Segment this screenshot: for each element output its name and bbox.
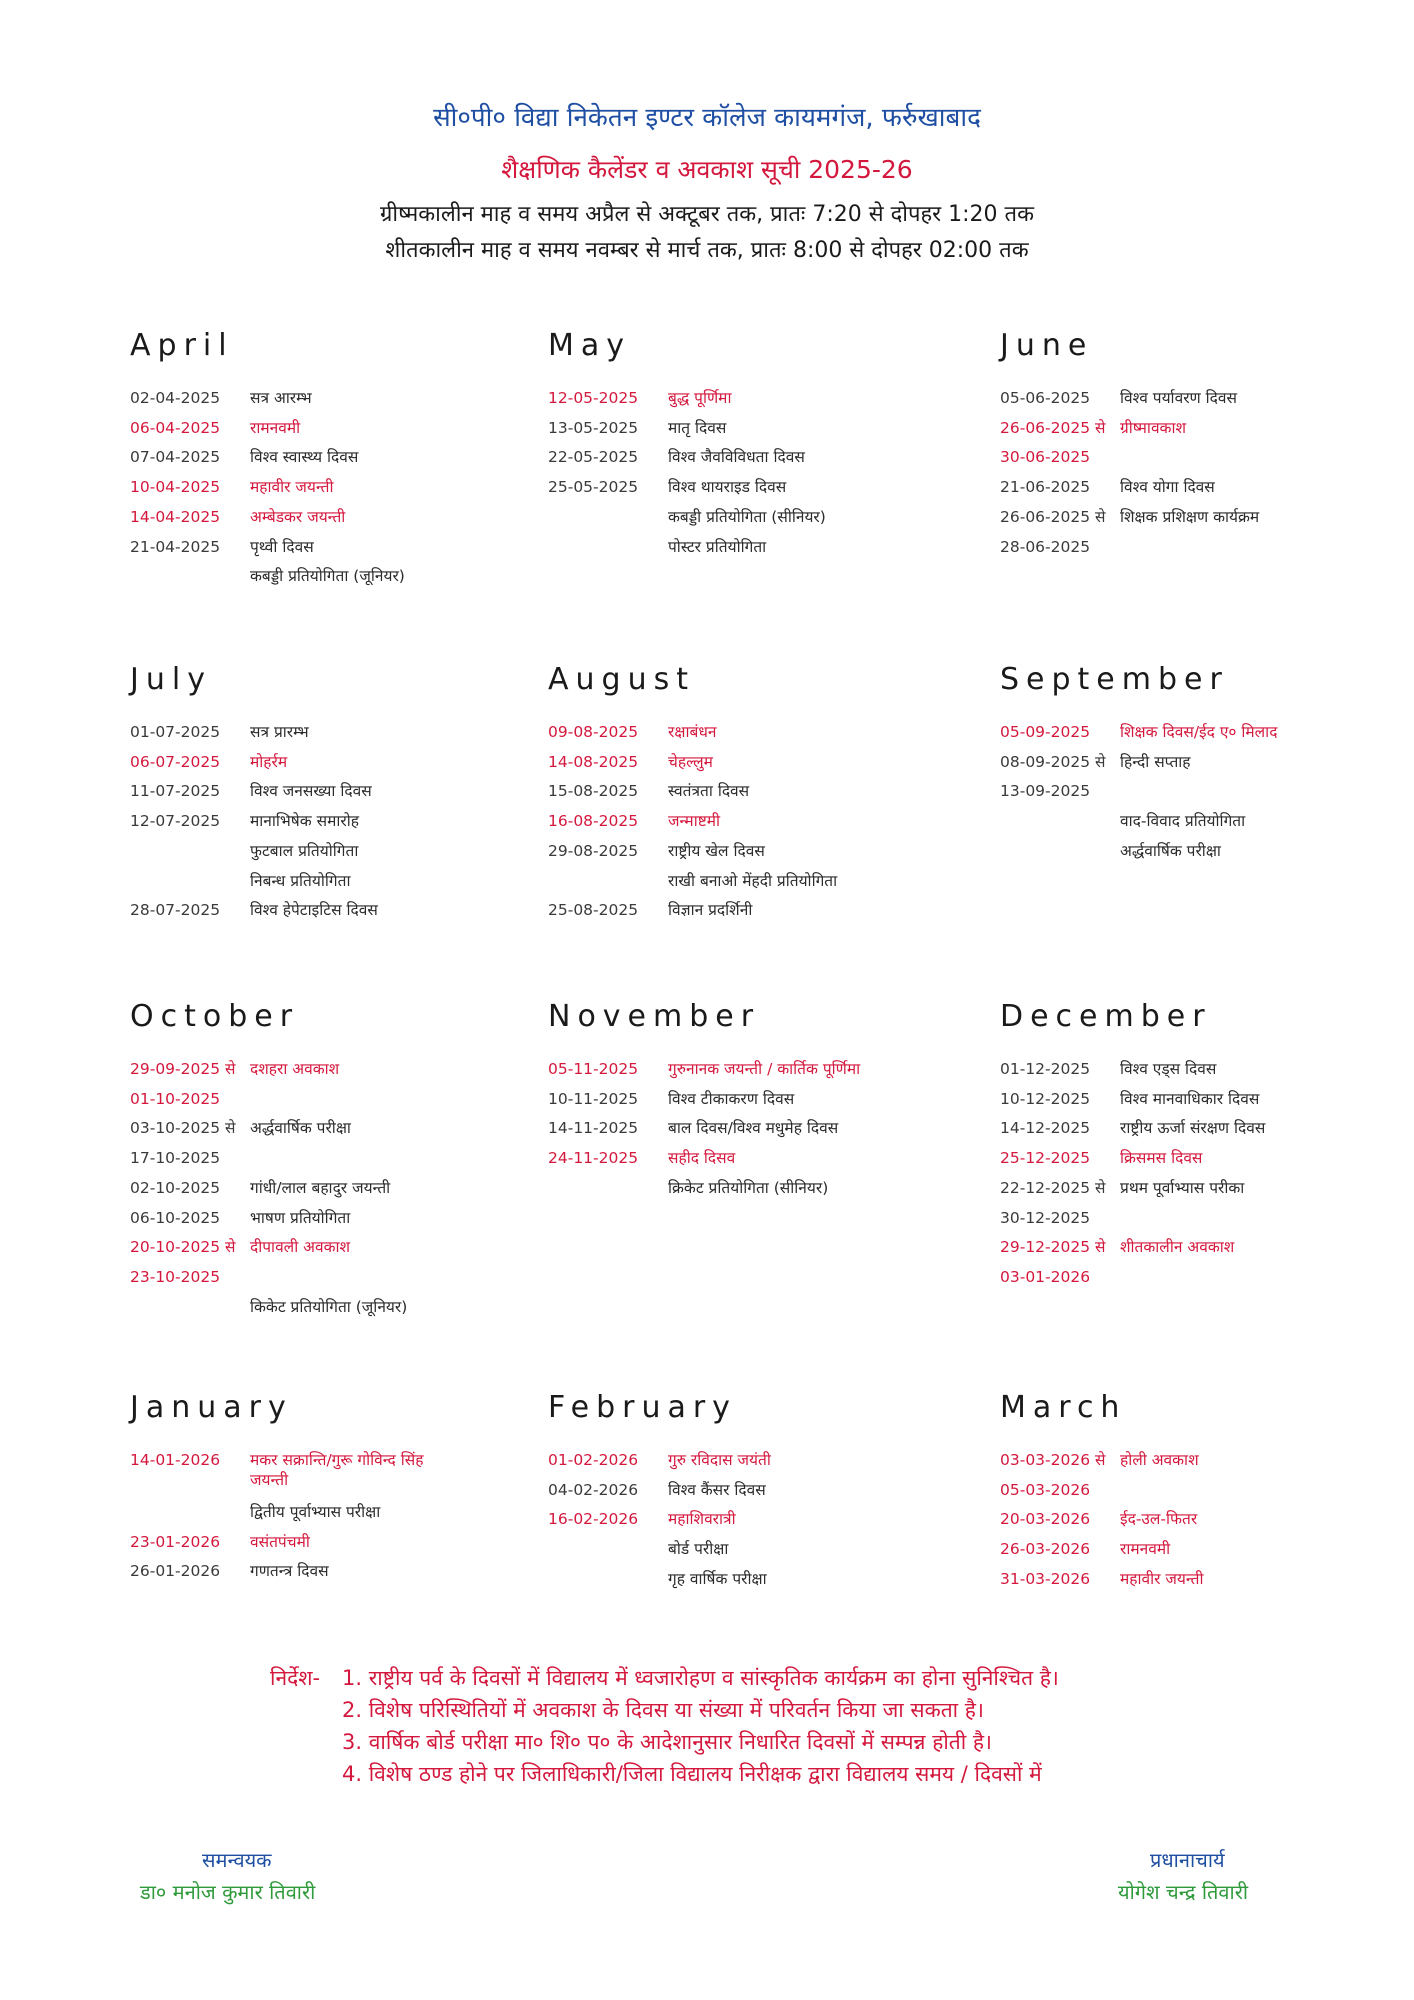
event-name: चेहल्लुम bbox=[668, 752, 713, 771]
event-date: 21-06-2025 bbox=[1000, 478, 1091, 497]
month-title: May bbox=[548, 328, 632, 363]
event-date: 25-12-2025 bbox=[1000, 1149, 1091, 1168]
event-name: मातृ दिवस bbox=[668, 418, 727, 437]
event-name: विश्व मानवाधिकार दिवस bbox=[1120, 1089, 1260, 1108]
instruction-item: 2. विशेष परिस्थितियों में अवकाश के दिवस या संख्या में परिवर्तन किया जा सकता है। bbox=[342, 1698, 984, 1722]
event-date: 30-12-2025 bbox=[1000, 1208, 1091, 1227]
event-name: कबड्डी प्रतियोगिता (सीनियर) bbox=[668, 507, 826, 526]
event-date: 06-04-2025 bbox=[130, 418, 221, 437]
event-name: हिन्दी सप्ताह bbox=[1120, 752, 1191, 771]
event-date: 03-03-2026 से bbox=[1000, 1451, 1106, 1469]
event-name: गणतन्त्र दिवस bbox=[250, 1562, 329, 1581]
event-name: पृथ्वी दिवस bbox=[250, 537, 314, 556]
coordinator-name: डा० मनोज कुमार तिवारी bbox=[140, 1880, 316, 1904]
event-name: मानाभिषेक समारोह bbox=[250, 812, 359, 831]
event-name: गुरुनानक जयन्ती / कार्तिक पूर्णिमा bbox=[668, 1060, 861, 1078]
event-date: 14-04-2025 bbox=[130, 507, 221, 526]
event-date: 29-09-2025 से bbox=[130, 1060, 236, 1078]
event-date: 22-05-2025 bbox=[548, 448, 639, 467]
event-date: 25-05-2025 bbox=[548, 478, 639, 497]
event-name: क्रिसमस दिवस bbox=[1120, 1149, 1203, 1168]
event-date: 29-12-2025 से bbox=[1000, 1238, 1106, 1257]
month-title: June bbox=[1000, 328, 1094, 363]
event-date: 22-12-2025 से bbox=[1000, 1178, 1106, 1197]
event-name: प्रथम पूर्वाभ्यास परीका bbox=[1120, 1178, 1245, 1197]
event-name: रामनवमी bbox=[250, 418, 301, 437]
event-name: स्वतंत्रता दिवस bbox=[668, 782, 750, 801]
event-date: 05-11-2025 bbox=[548, 1060, 639, 1078]
event-name: रक्षाबंधन bbox=[668, 723, 717, 741]
principal-title: प्रधानाचार्य bbox=[1150, 1848, 1225, 1872]
event-date: 03-10-2025 से bbox=[130, 1119, 236, 1138]
event-date: 07-04-2025 bbox=[130, 448, 221, 467]
month-title: September bbox=[1000, 662, 1229, 697]
event-date: 13-05-2025 bbox=[548, 418, 639, 437]
event-name: वसंतपंचमी bbox=[250, 1532, 310, 1551]
event-date: 24-11-2025 bbox=[548, 1149, 639, 1168]
event-name: राखी बनाओ मेंहदी प्रतियोगिता bbox=[668, 871, 838, 890]
instruction-item: 1. राष्ट्रीय पर्व के दिवसों में विद्यालय में ध्वजारोहण व सांस्कृतिक कार्यक्रम का होना सुनिश्चित है। bbox=[342, 1666, 1059, 1690]
event-date: 04-02-2026 bbox=[548, 1480, 639, 1499]
event-name: ग्रीष्मावकाश bbox=[1120, 418, 1187, 437]
event-date: 06-10-2025 bbox=[130, 1208, 221, 1227]
event-date: 12-05-2025 bbox=[548, 389, 639, 407]
event-name: शिक्षक दिवस/ईद ए० मिलाद bbox=[1120, 723, 1278, 741]
event-name: बोर्ड परीक्षा bbox=[668, 1540, 729, 1559]
event-name: सहीद दिसव bbox=[668, 1149, 736, 1168]
event-date: 02-04-2025 bbox=[130, 389, 221, 407]
event-date: 28-06-2025 bbox=[1000, 537, 1091, 556]
instructions-label: निर्देश- bbox=[270, 1666, 321, 1690]
event-date: 23-10-2025 bbox=[130, 1267, 221, 1286]
event-name: राष्ट्रीय खेल दिवस bbox=[668, 841, 765, 860]
event-name: मोहर्रम bbox=[250, 752, 288, 771]
event-name: विश्व हेपेटाइटिस दिवस bbox=[250, 901, 378, 920]
event-name: सत्र आरम्भ bbox=[250, 389, 312, 407]
event-name: महावीर जयन्ती bbox=[1120, 1569, 1204, 1588]
event-name: मकर सक्रान्ति/गुरू गोविन्द सिंह जयन्ती bbox=[250, 1451, 424, 1489]
event-date: 13-09-2025 bbox=[1000, 782, 1091, 801]
event-date: 10-12-2025 bbox=[1000, 1089, 1091, 1108]
principal-name: योगेश चन्द्र तिवारी bbox=[1118, 1880, 1249, 1904]
month-title: November bbox=[548, 999, 761, 1034]
event-name: बाल दिवस/विश्व मधुमेह दिवस bbox=[668, 1119, 839, 1138]
event-name: गुरु रविदास जयंती bbox=[668, 1451, 771, 1469]
event-date: 02-10-2025 bbox=[130, 1178, 221, 1197]
event-name: निबन्ध प्रतियोगिता bbox=[250, 871, 351, 890]
event-date: 14-11-2025 bbox=[548, 1119, 639, 1138]
event-name: किकेट प्रतियोगिता (जूनियर) bbox=[250, 1297, 408, 1316]
event-date: 01-12-2025 bbox=[1000, 1060, 1091, 1078]
event-date: 03-01-2026 bbox=[1000, 1267, 1091, 1286]
event-date: 01-10-2025 bbox=[130, 1089, 221, 1108]
event-name: दशहरा अवकाश bbox=[250, 1060, 340, 1078]
month-title: December bbox=[1000, 999, 1212, 1034]
event-date: 01-07-2025 bbox=[130, 723, 221, 741]
event-name: विश्व कैंसर दिवस bbox=[668, 1480, 766, 1499]
event-name: महावीर जयन्ती bbox=[250, 478, 334, 497]
month-title: February bbox=[548, 1390, 737, 1425]
event-name: विश्व जनसख्या दिवस bbox=[250, 782, 372, 801]
event-name: पोस्टर प्रतियोगिता bbox=[668, 537, 767, 556]
event-name: जन्माष्टमी bbox=[668, 812, 721, 831]
event-date: 20-03-2026 bbox=[1000, 1510, 1091, 1529]
event-name: होली अवकाश bbox=[1120, 1451, 1199, 1469]
event-date: 06-07-2025 bbox=[130, 752, 221, 771]
event-date: 25-08-2025 bbox=[548, 901, 639, 920]
event-date: 17-10-2025 bbox=[130, 1149, 221, 1168]
event-name: विश्व टीकाकरण दिवस bbox=[668, 1089, 795, 1108]
event-date: 26-03-2026 bbox=[1000, 1540, 1091, 1559]
event-date: 26-06-2025 से bbox=[1000, 507, 1106, 526]
event-date: 14-01-2026 bbox=[130, 1451, 221, 1469]
event-name: बुद्ध पूर्णिमा bbox=[668, 389, 732, 407]
event-date: 23-01-2026 bbox=[130, 1532, 221, 1551]
event-name: गांधी/लाल बहादुर जयन्ती bbox=[250, 1178, 391, 1197]
event-name: गृह वार्षिक परीक्षा bbox=[668, 1569, 767, 1588]
event-date: 21-04-2025 bbox=[130, 537, 221, 556]
event-date: 05-06-2025 bbox=[1000, 389, 1091, 407]
event-name: विश्व एड्स दिवस bbox=[1120, 1060, 1217, 1078]
event-date: 05-09-2025 bbox=[1000, 723, 1091, 741]
event-date: 16-02-2026 bbox=[548, 1510, 639, 1529]
event-name: क्रिकेट प्रतियोगिता (सीनियर) bbox=[668, 1178, 829, 1197]
event-name: अर्द्धवार्षिक परीक्षा bbox=[250, 1119, 351, 1138]
event-name: वाद-विवाद प्रतियोगिता bbox=[1120, 812, 1246, 831]
event-name: विश्व थायराइड दिवस bbox=[668, 478, 787, 497]
event-date: 30-06-2025 bbox=[1000, 448, 1091, 467]
event-date: 01-02-2026 bbox=[548, 1451, 639, 1469]
summer-timing: ग्रीष्मकालीन माह व समय अप्रैल से अक्टूबर तक, प्रातः 7:20 से दोपहर 1:20 तक bbox=[380, 202, 1034, 227]
event-date: 10-11-2025 bbox=[548, 1089, 639, 1108]
event-name: विज्ञान प्रदर्शिनी bbox=[668, 901, 753, 920]
event-name: फुटबाल प्रतियोगिता bbox=[250, 841, 359, 860]
event-name: विश्व योगा दिवस bbox=[1120, 478, 1215, 497]
month-title: April bbox=[130, 328, 234, 363]
event-name: कबड्डी प्रतियोगिता (जूनियर) bbox=[250, 567, 405, 586]
event-date: 12-07-2025 bbox=[130, 812, 221, 831]
event-date: 14-08-2025 bbox=[548, 752, 639, 771]
event-name: राष्ट्रीय ऊर्जा संरक्षण दिवस bbox=[1120, 1119, 1266, 1138]
event-date: 16-08-2025 bbox=[548, 812, 639, 831]
event-name: विश्व पर्यावरण दिवस bbox=[1120, 389, 1238, 407]
event-date: 29-08-2025 bbox=[548, 841, 639, 860]
event-name: विश्व स्वास्थ्य दिवस bbox=[250, 448, 359, 467]
event-name: अम्बेडकर जयन्ती bbox=[250, 507, 346, 526]
event-date: 14-12-2025 bbox=[1000, 1119, 1091, 1138]
event-name: शीतकालीन अवकाश bbox=[1120, 1238, 1235, 1257]
event-date: 28-07-2025 bbox=[130, 901, 221, 920]
event-name: भाषण प्रतियोगिता bbox=[250, 1208, 351, 1227]
event-name: अर्द्धवार्षिक परीक्षा bbox=[1120, 841, 1221, 860]
event-name: दीपावली अवकाश bbox=[250, 1238, 351, 1257]
event-name: विश्व जैवविविधता दिवस bbox=[668, 448, 805, 467]
event-date: 11-07-2025 bbox=[130, 782, 221, 801]
event-name: शिक्षक प्रशिक्षण कार्यक्रम bbox=[1120, 507, 1260, 526]
event-date: 05-03-2026 bbox=[1000, 1480, 1091, 1499]
event-date: 26-06-2025 से bbox=[1000, 418, 1106, 437]
event-date: 15-08-2025 bbox=[548, 782, 639, 801]
coordinator-title: समन्वयक bbox=[202, 1848, 272, 1872]
winter-timing: शीतकालीन माह व समय नवम्बर से मार्च तक, प्रातः 8:00 से दोपहर 02:00 तक bbox=[385, 238, 1029, 263]
event-name: महाशिवरात्री bbox=[668, 1510, 736, 1529]
instruction-item: 4. विशेष ठण्ड होने पर जिलाधिकारी/जिला विद्यालय निरीक्षक द्वारा विद्यालय समय / दिवसों में bbox=[342, 1762, 1042, 1786]
school-name: सी०पी० विद्या निकेतन इण्टर कॉलेज कायमगंज, फर्रुखाबाद bbox=[433, 103, 981, 133]
event-date: 10-04-2025 bbox=[130, 478, 221, 497]
event-name: सत्र प्रारम्भ bbox=[250, 723, 309, 741]
month-title: July bbox=[130, 662, 212, 697]
event-name: रामनवमी bbox=[1120, 1540, 1171, 1559]
event-date: 08-09-2025 से bbox=[1000, 752, 1106, 771]
event-name: द्वितीय पूर्वाभ्यास परीक्षा bbox=[250, 1502, 381, 1521]
event-date: 26-01-2026 bbox=[130, 1562, 221, 1581]
event-date: 31-03-2026 bbox=[1000, 1569, 1091, 1588]
event-date: 09-08-2025 bbox=[548, 723, 639, 741]
month-title: January bbox=[130, 1390, 293, 1425]
month-title: October bbox=[130, 999, 300, 1034]
month-title: March bbox=[1000, 1390, 1127, 1425]
month-title: August bbox=[548, 662, 695, 697]
event-date: 20-10-2025 से bbox=[130, 1238, 236, 1257]
event-name: ईद-उल-फितर bbox=[1120, 1510, 1198, 1529]
document-title: शैक्षणिक कैलेंडर व अवकाश सूची 2025-26 bbox=[501, 155, 913, 184]
instruction-item: 3. वार्षिक बोर्ड परीक्षा मा० शि० प० के आदेशानुसार निधारित दिवसों में सम्पन्न होती है। bbox=[342, 1730, 992, 1754]
